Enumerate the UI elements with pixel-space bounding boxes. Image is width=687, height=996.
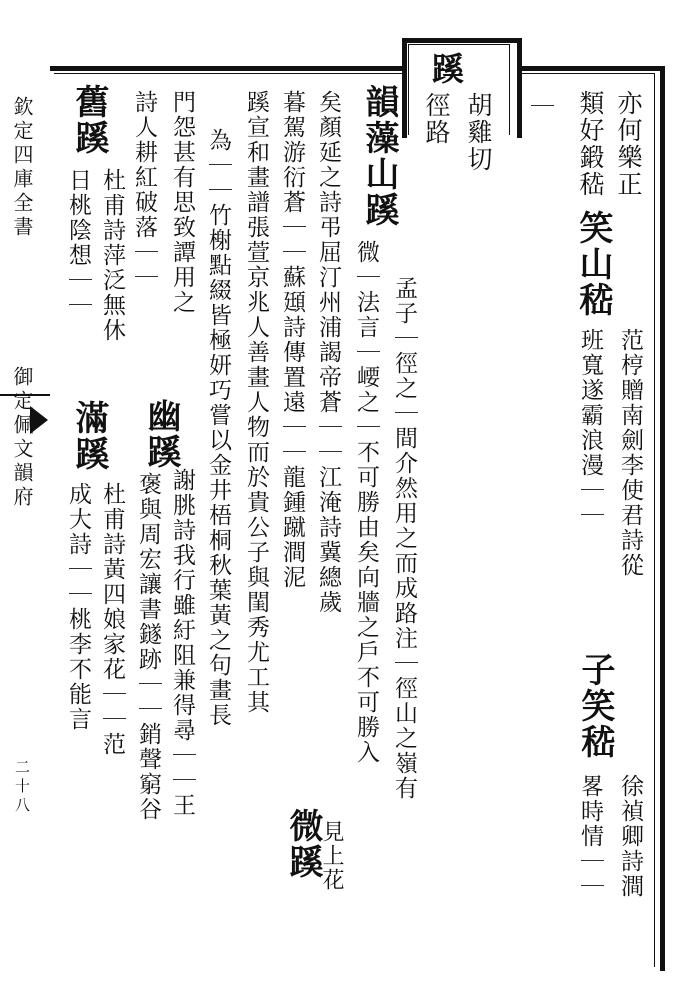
entry-heading: 幽蹊 — [141, 398, 181, 470]
text-column: 成大詩｜｜桃李不能言 — [65, 482, 91, 732]
column-dash: ｜ — [527, 94, 553, 119]
entry-heading: 韻藻山蹊 — [359, 84, 399, 228]
text-column: 褒與周宏讓書鐩跡｜｜銷聲窮谷 — [135, 472, 161, 822]
entry-heading: 舊蹊 — [69, 84, 109, 156]
text-column: 類好鍛嵇 — [576, 90, 605, 198]
collection-title: 欽定四庫全書 — [10, 96, 34, 240]
text-column: 范梈贈南劍李使君詩從 — [617, 328, 643, 578]
text-column: 蹊宣和畫譜張萱京兆人善畫人物而於貴公子與閨秀尤工其 — [243, 90, 269, 715]
entry-heading: 笑山嵇 — [573, 210, 613, 318]
head-character: 蹊 — [427, 52, 465, 86]
text-column: 畧時情｜｜ — [577, 774, 603, 899]
text-column: 班寬遂霸浪漫｜｜ — [577, 328, 603, 528]
entry-heading: 子笑嵇 — [575, 652, 615, 760]
text-column: 微｜法言｜崾之｜不可勝由矣向牆之戶不可勝入 — [353, 240, 379, 765]
text-column: 謝朓詩我行雖紆阻兼得尋｜｜王 — [169, 468, 195, 818]
entry-heading: 微蹊 — [283, 808, 323, 880]
text-column: 徐禎卿詩澗 — [617, 774, 643, 899]
text-column: 暮駕游衍蒼｜｜蘇頲詩傳置遠｜｜龍鍾蹴澗泥 — [279, 90, 305, 590]
entry-heading: 滿蹊 — [69, 400, 109, 472]
text-column: 為｜｜竹榭點綴皆極妍巧嘗以金井梧桐秋葉黃之句畫長 — [205, 128, 231, 728]
text-column: 杜甫詩萍泛無休 — [99, 168, 125, 343]
definition: 徑路 — [422, 92, 451, 146]
text-column: 日桃陰想｜｜ — [65, 168, 91, 318]
page-number: 二十八 — [13, 759, 31, 816]
text-column: 詩人耕紅破落｜｜ — [131, 90, 157, 290]
text-column: 亦何樂正 — [614, 90, 643, 198]
text-column: 門怨甚有思致譚用之 — [169, 90, 195, 315]
side-margin — [0, 76, 50, 976]
text-column: 杜甫詩黃四娘家花｜｜范 — [99, 482, 125, 757]
text-column: 矣顏延之詩弔屈汀州浦謁帝蒼｜｜江淹詩冀總歲 — [315, 90, 341, 615]
text-column: 孟子｜徑之｜間介然用之而成路注｜徑山之嶺有 — [391, 276, 417, 801]
text-column: 見上花 — [319, 820, 344, 892]
pronunciation: 胡雞切 — [464, 92, 493, 173]
book-title: 御定佩文韻府 — [10, 366, 34, 510]
